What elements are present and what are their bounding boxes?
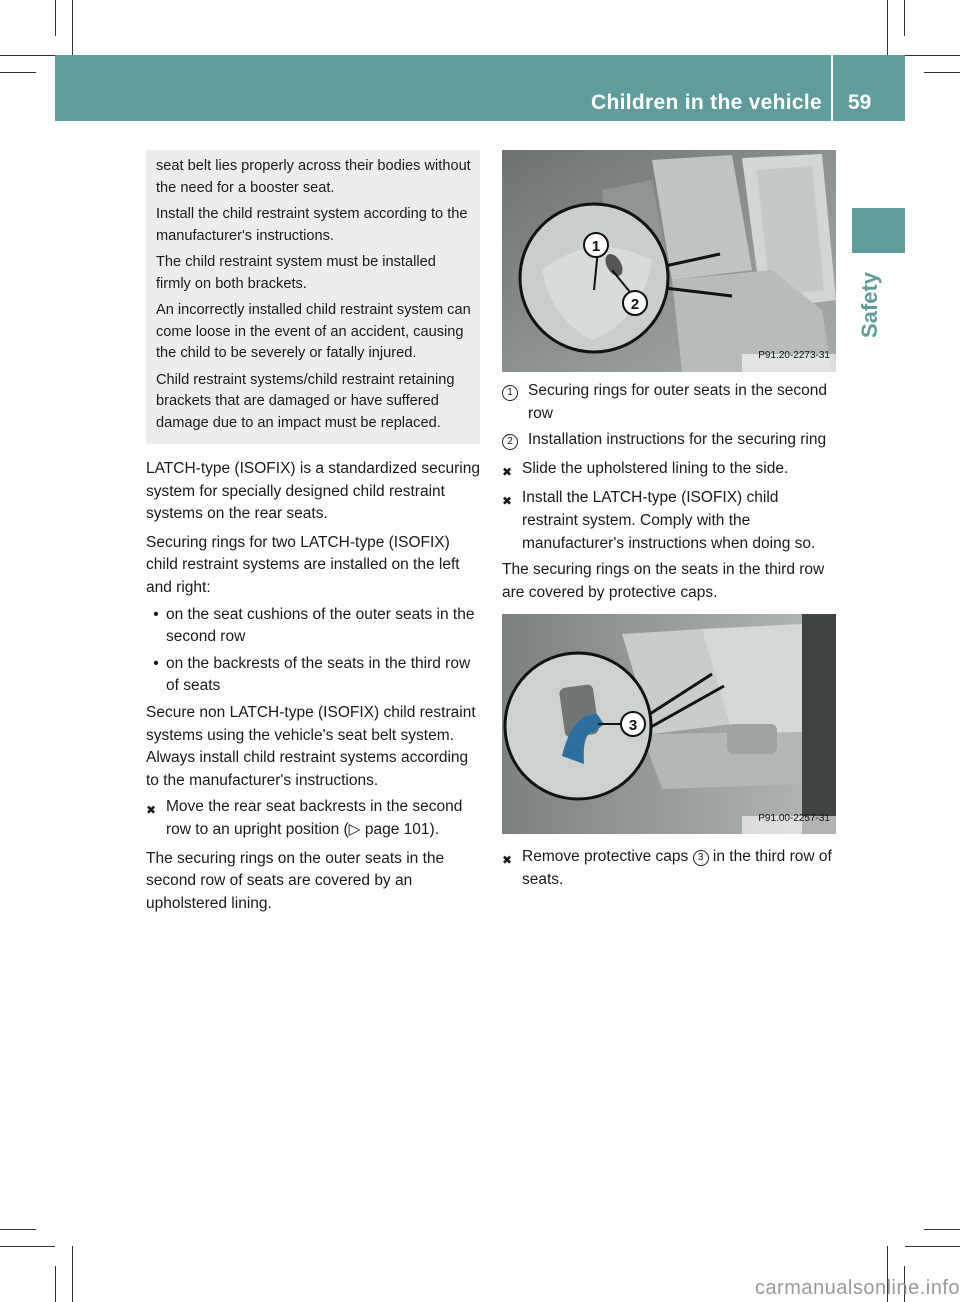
left-column	[146, 150, 480, 915]
crop-mark	[72, 1246, 73, 1302]
instruction-step	[146, 796, 480, 841]
crop-mark	[55, 1266, 56, 1302]
callout-number: 3	[693, 850, 709, 866]
body-paragraph: Secure non LATCH-type (ISOFIX) child restraint systems using the vehicle's seat belt system. Always install child restraint systems according to the manufacturer's instructions.	[146, 703, 476, 789]
figure-seat-rings	[502, 150, 836, 372]
step-arrow-icon: ✖	[502, 494, 513, 509]
section-tab	[852, 208, 905, 253]
instruction-step	[502, 846, 836, 891]
body-paragraph: LATCH-type (ISOFIX) is a standardized securing system for specially designed child restraint systems on the rear seats.	[146, 460, 480, 523]
crop-mark	[904, 0, 905, 36]
legend-item	[502, 429, 836, 452]
step-arrow-icon: ✖	[502, 853, 513, 868]
legend-number: 2	[502, 434, 518, 450]
crop-mark	[0, 1246, 55, 1247]
chapter-title: Children in the vehicle	[591, 91, 822, 114]
step-text: Move the rear seat backrests in the second row to an upright position (▷ page 101).	[166, 798, 463, 838]
instruction-step	[502, 458, 836, 484]
figure-code: P91.00-2257-31	[758, 812, 830, 824]
callout-3: 3	[628, 717, 638, 735]
body-paragraph: Securing rings for two LATCH-type (ISOFIX) child restraint systems are installed on the left and right:	[146, 533, 460, 596]
crop-mark	[924, 72, 960, 73]
watermark: carmanualsonline.info	[754, 1277, 960, 1299]
crop-mark	[55, 0, 56, 36]
legend-number: 1	[502, 385, 518, 401]
legend-item	[502, 380, 836, 425]
step-arrow-icon: ✖	[146, 803, 157, 818]
figure-protective-caps	[502, 614, 836, 834]
list-item-text: on the seat cushions of the outer seats in the second row	[166, 605, 475, 646]
legend-text: Installation instructions for the securing ring	[528, 431, 827, 449]
bullet-icon: •	[153, 605, 159, 623]
crop-mark	[905, 1246, 960, 1247]
warning-text: The child restraint system must be installed firmly on both brackets.	[156, 254, 436, 292]
warning-text: Install the child restraint system according to the manufacturer's instructions.	[156, 206, 468, 244]
right-column	[502, 150, 836, 892]
warning-text: seat belt lies properly across their bodies without the need for a booster seat.	[156, 158, 471, 196]
figure-code: P91.20-2273-31	[758, 350, 830, 362]
body-paragraph: The securing rings on the seats in the third row are covered by protective caps.	[502, 561, 825, 601]
warning-text: Child restraint systems/child restraint retaining brackets that are damaged or have suffered damage due to an impact must be replaced.	[156, 371, 455, 431]
step-text: Remove protective caps 3 in the third row of seats.	[522, 848, 832, 888]
list-item-text: on the backrests of the seats in the third row of seats	[166, 654, 471, 695]
section-label: Safety	[857, 271, 882, 338]
third-row-illustration	[502, 614, 836, 834]
list-item	[146, 604, 480, 649]
callout-2: 2	[630, 296, 640, 313]
bullet-icon: •	[153, 654, 159, 672]
list-item	[146, 653, 480, 698]
legend-text: Securing rings for outer seats in the second row	[528, 382, 827, 422]
crop-mark	[905, 55, 960, 56]
callout-1: 1	[591, 238, 601, 255]
seat-illustration	[502, 150, 836, 372]
crop-mark	[924, 1229, 960, 1230]
instruction-step	[502, 487, 836, 555]
warning-text: An incorrectly installed child restraint system can come loose in the event of an accident, causing the child to be severely or fatally injured.	[156, 302, 471, 361]
header-divider	[831, 55, 833, 121]
step-arrow-icon: ✖	[502, 464, 513, 479]
crop-mark	[0, 1229, 36, 1230]
page-number: 59	[848, 91, 872, 114]
crop-mark	[0, 55, 55, 56]
crop-mark	[72, 0, 73, 55]
step-text: Slide the upholstered lining to the side.	[522, 459, 789, 477]
warning-box	[146, 150, 480, 444]
crop-mark	[887, 0, 888, 55]
body-paragraph: The securing rings on the outer seats in the second row of seats are covered by an upholstered lining.	[146, 849, 445, 912]
crop-mark	[0, 72, 36, 73]
step-text: Install the LATCH-type (ISOFIX) child restraint system. Comply with the manufacturer's instructions when doing so.	[522, 489, 816, 552]
